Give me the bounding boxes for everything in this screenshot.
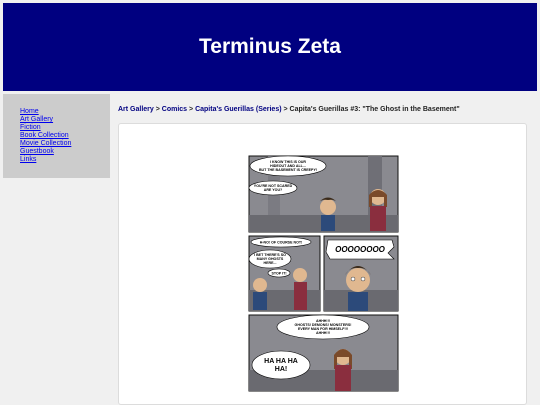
comic-panel-4	[249, 315, 398, 391]
bubble-line: YOU'RE NOT SCARED	[253, 184, 293, 188]
bubble-line: MANY GHOSTS	[256, 257, 284, 261]
sfx-text: OOOOOOOO	[335, 245, 385, 254]
bubble-line: AHHH!!!	[316, 331, 330, 335]
comic-panel-1	[249, 156, 398, 232]
breadcrumb-separator: >	[187, 106, 196, 113]
comic-image	[248, 155, 399, 392]
sidebar-link-links[interactable]: Links	[20, 156, 37, 163]
boy-character	[320, 199, 336, 215]
breadcrumb-separator: >	[281, 106, 290, 113]
boy-character	[253, 278, 267, 292]
site-title: Terminus Zeta	[199, 35, 341, 58]
comic-panel-2	[249, 236, 320, 311]
sidebar-link-art-gallery[interactable]: Art Gallery	[20, 116, 54, 123]
bubble-line: I KNOW THIS IS OUR	[270, 160, 306, 164]
sidebar-link-fiction[interactable]: Fiction	[20, 124, 41, 131]
bubble-line: H-NO! OF COURSE NOT!	[259, 240, 303, 245]
bubble-line: HIDEOUT AND ALL...	[270, 164, 306, 168]
breadcrumb-comics[interactable]: Comics	[161, 106, 188, 113]
girl-character	[293, 268, 307, 282]
boy-character	[346, 268, 370, 292]
bubble-line: GHOSTS! DEMONS! MONSTERS!	[294, 323, 352, 327]
bubble-line: HERE...	[263, 261, 277, 265]
bubble-line: BUT THE BASEMENT IS CREEPY!	[258, 168, 318, 172]
speech-bubble	[252, 351, 310, 379]
bubble-line: HA!	[274, 366, 288, 373]
bubble-line: EVERY MAN FOR HIMSELF!!!	[297, 327, 349, 331]
bubble-line: STOP IT!	[271, 271, 287, 276]
breadcrumb-separator: >	[153, 106, 162, 113]
breadcrumb	[118, 106, 533, 113]
bubble-line: HA HA HA	[264, 358, 298, 365]
breadcrumb-current: Capita's Guerillas #3: "The Ghost in the Basement"	[289, 106, 460, 113]
comic-panel-3	[324, 236, 398, 311]
bubble-line: ARE YOU?	[263, 188, 283, 192]
sidebar-link-guestbook[interactable]: Guestbook	[20, 148, 54, 155]
sidebar-link-movie-collection[interactable]: Movie Collection	[20, 140, 72, 147]
bubble-line: AHHH!!!	[316, 319, 330, 323]
site-header	[3, 3, 537, 91]
breadcrumb-art-gallery[interactable]: Art Gallery	[118, 106, 154, 113]
sidebar-nav	[3, 94, 110, 178]
sidebar-link-home[interactable]: Home	[20, 108, 39, 115]
breadcrumb-series[interactable]: Capita's Guerillas (Series)	[195, 106, 282, 113]
sidebar-link-book-collection[interactable]: Book Collection	[20, 132, 69, 139]
bubble-line: I BET THERE'S SO	[254, 253, 286, 257]
